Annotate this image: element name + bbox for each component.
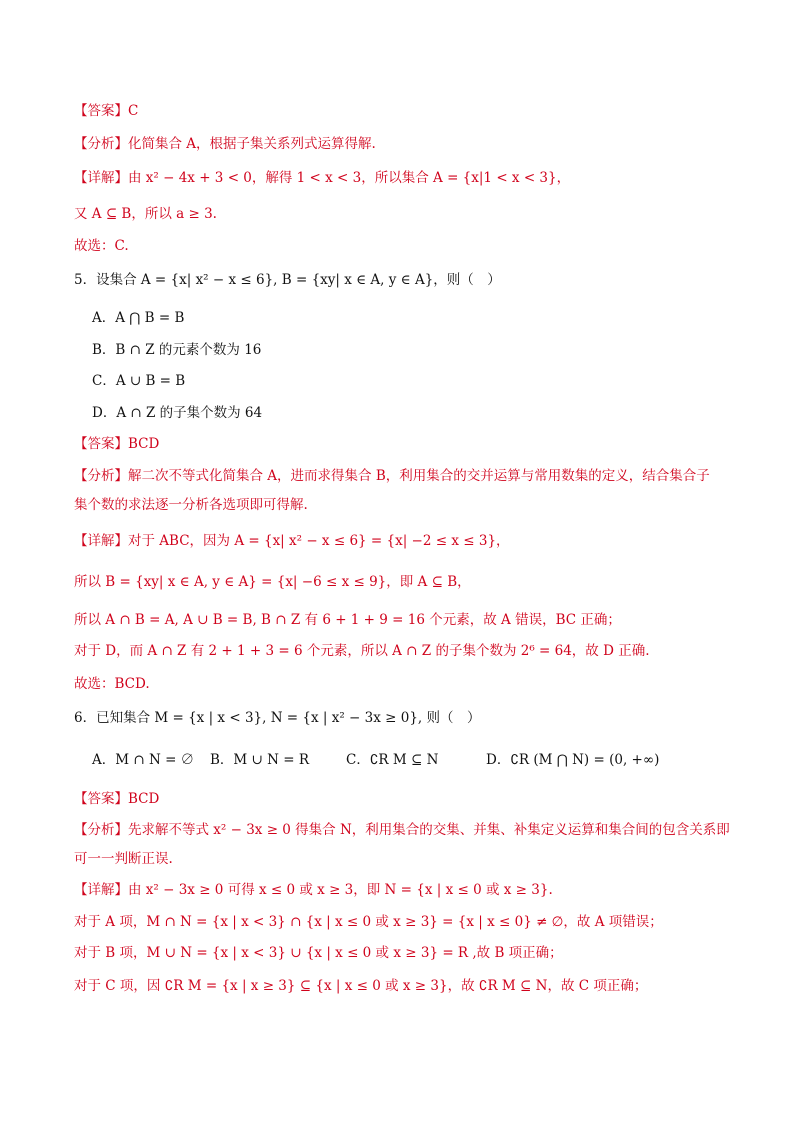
- q5-choice: 故选：BCD.: [74, 676, 150, 692]
- q6-option-c: C．∁R M ⊆ N: [346, 752, 439, 768]
- q5-detail-4: 对于 D，而 A ∩ Z 有 2 + 1 + 3 = 6 个元素，所以 A ∩ Z 的子集个数为 2⁶ = 64，故 D 正确.: [74, 643, 650, 659]
- q6-detail-2: 对于 A 项，M ∩ N = {x | x < 3} ∩ {x | x ≤ 0 或 x ≥ 3} = {x | x ≤ 0} ≠ ∅，故 A 项错误；: [74, 914, 663, 930]
- q5-analysis-2: 集个数的求法逐一分析各选项即可得解.: [74, 497, 308, 513]
- q4-answer: 【答案】C: [74, 103, 139, 119]
- q6-option-d: D．∁R (M ⋂ N) = (0, +∞): [486, 752, 660, 768]
- q5-detail-1: 【详解】对于 ABC，因为 A = {x| x² − x ≤ 6} = {x| −2 ≤ x ≤ 3}，: [74, 533, 510, 549]
- q5-option-a: A．A ⋂ B = B: [92, 310, 185, 326]
- q6-answer: 【答案】BCD: [74, 791, 160, 807]
- q6-detail-4: 对于 C 项，因 ∁R M = {x | x ≥ 3} ⊆ {x | x ≤ 0 或 x ≥ 3}，故 ∁R M ⊆ N，故 C 项正确；: [74, 978, 648, 994]
- q5-analysis-1: 【分析】解二次不等式化简集合 A，进而求得集合 B，利用集合的交并运算与常用数集的定义，结合集合子: [74, 468, 710, 484]
- q5-answer: 【答案】BCD: [74, 436, 160, 452]
- q5-option-c: C．A ∪ B = B: [92, 373, 186, 389]
- q5-option-d: D．A ∩ Z 的子集个数为 64: [92, 405, 263, 421]
- q6-option-a: A．M ∩ N = ∅: [92, 752, 195, 768]
- q6-options-row: [92, 750, 752, 770]
- q4-detail-2: 又 A ⊆ B，所以 a ≥ 3.: [74, 206, 217, 222]
- q5-option-b: B．B ∩ Z 的元素个数为 16: [92, 342, 262, 358]
- q4-detail-1: 【详解】由 x² − 4x + 3 < 0，解得 1 < x < 3，所以集合 A = {x|1 < x < 3}，: [74, 170, 571, 186]
- q5-stem: 5．设集合 A = {x| x² − x ≤ 6}, B = {xy| x ∈ A, y ∈ A}，则（ ）: [74, 272, 501, 288]
- q4-choice: 故选：C.: [74, 238, 129, 254]
- q6-detail-1: 【详解】由 x² − 3x ≥ 0 可得 x ≤ 0 或 x ≥ 3，即 N = {x | x ≤ 0 或 x ≥ 3}.: [74, 882, 553, 898]
- q6-option-b: B．M ∪ N = R: [210, 752, 310, 768]
- q5-detail-3: 所以 A ∩ B = A, A ∪ B = B, B ∩ Z 有 6 + 1 + 9 = 16 个元素，故 A 错误，BC 正确；: [74, 612, 621, 628]
- q5-detail-2: 所以 B = {xy| x ∈ A, y ∈ A} = {x| −6 ≤ x ≤ 9}，即 A ⊆ B，: [74, 574, 471, 590]
- q6-stem: 6．已知集合 M = {x | x < 3}, N = {x | x² − 3x ≥ 0}, 则（ ）: [74, 710, 481, 726]
- q4-analysis: 【分析】化简集合 A，根据子集关系列式运算得解.: [74, 136, 376, 152]
- q6-detail-3: 对于 B 项，M ∪ N = {x | x < 3} ∪ {x | x ≤ 0 或 x ≥ 3} = R ,故 B 项正确；: [74, 945, 563, 961]
- q6-analysis-2: 可一一判断正误.: [74, 851, 173, 867]
- q6-analysis-1: 【分析】先求解不等式 x² − 3x ≥ 0 得集合 N，利用集合的交集、并集、补集定义运算和集合间的包含关系即: [74, 822, 730, 838]
